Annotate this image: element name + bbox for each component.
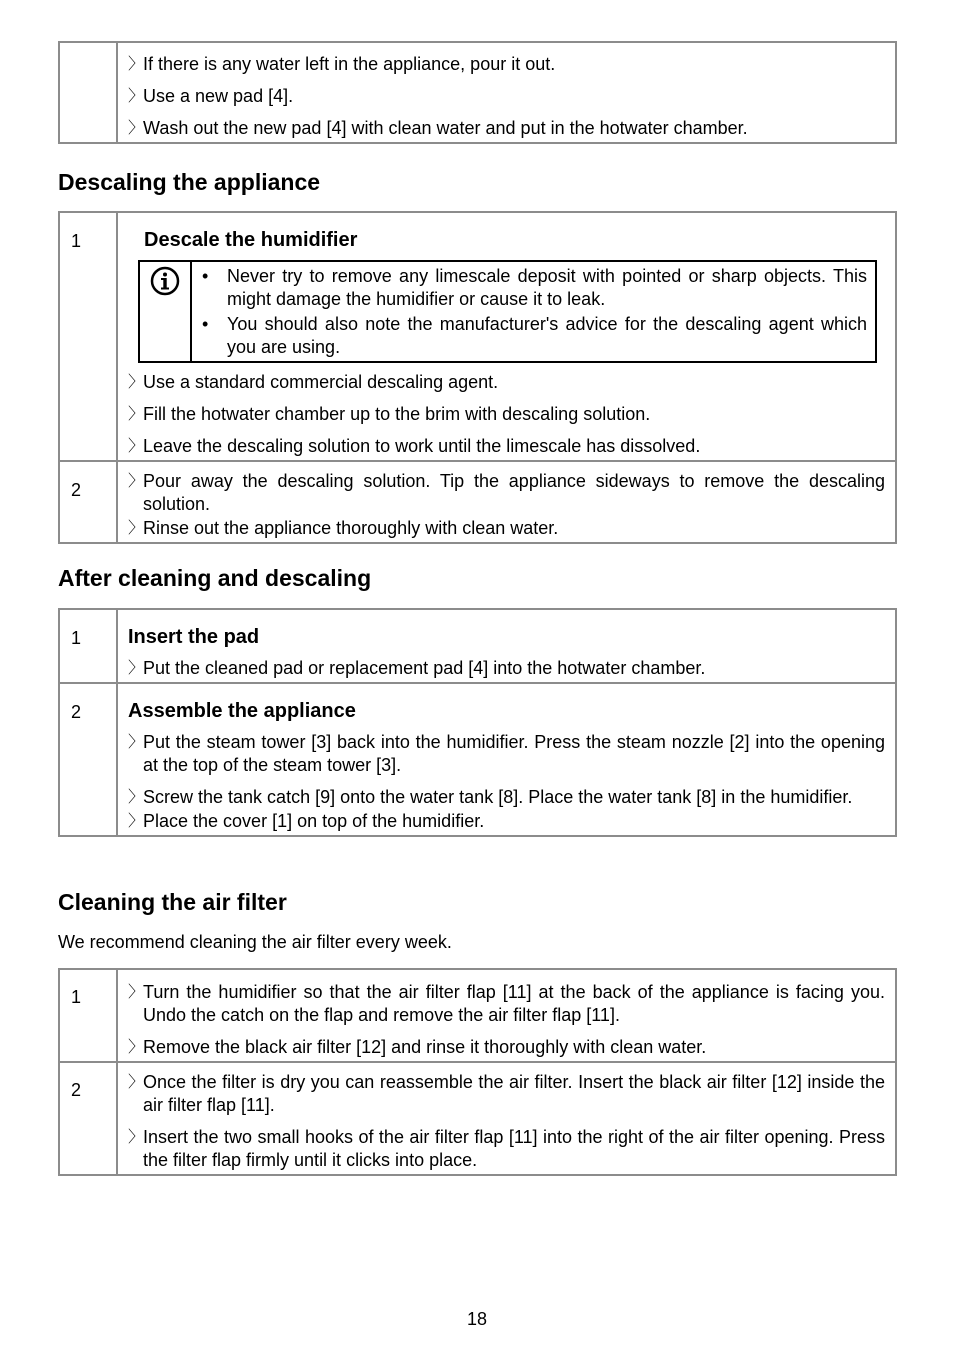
- table-row: [60, 213, 895, 460]
- page-number: 18: [466, 1309, 488, 1329]
- step-number: 1: [60, 213, 118, 460]
- table-row: [60, 682, 895, 835]
- instruction-step: 〉 Wash out the new pad [4] with clean water and put in the hotwater chamber.: [128, 118, 748, 138]
- instruction-step: 〉 Use a standard commercial descaling agent.: [128, 372, 499, 392]
- chevron-right-icon: 〉: [128, 789, 145, 806]
- intro-text: We recommend cleaning the air filter every week.: [58, 932, 452, 952]
- instruction-step: 〉 Leave the descaling solution to work until the limescale has dissolved.: [128, 436, 701, 456]
- chevron-right-icon: 〉: [128, 438, 145, 455]
- step-cell: [118, 610, 895, 682]
- instruction-step: 〉 Insert the two small hooks of the air filter flap [11] into the right of the air filter opening. Press the filter flap firmly until it clicks into place.: [128, 1127, 885, 1170]
- instruction-step: 〉 Put the cleaned pad or replacement pad [4] into the hotwater chamber.: [128, 658, 706, 678]
- step-cell: [118, 970, 895, 1061]
- table-row: [60, 460, 895, 542]
- chevron-right-icon: 〉: [128, 406, 145, 423]
- table-row: [60, 970, 895, 1061]
- step-title: Insert the pad: [128, 626, 260, 648]
- warning-bullet: • Never try to remove any limescale deposit with pointed or sharp objects. This might damage the humidifier or cause it to leak.: [202, 265, 867, 311]
- chevron-right-icon: 〉: [128, 120, 145, 137]
- section-heading-descaling: Descaling the appliance: [58, 169, 321, 195]
- after-cleaning-table: [58, 608, 897, 837]
- step-cell: [118, 213, 895, 460]
- instruction-step: 〉 Place the cover [1] on top of the humidifier.: [128, 811, 485, 831]
- step-number: 2: [60, 1063, 118, 1174]
- section-heading-air-filter: Cleaning the air filter: [58, 889, 287, 915]
- chevron-right-icon: 〉: [128, 56, 145, 73]
- instruction-step: 〉 Turn the humidifier so that the air filter flap [11] at the back of the appliance is facing you. Undo the catch on the flap and remove the air filter flap [11].: [128, 982, 885, 1025]
- continuation-table: [58, 41, 897, 144]
- chevron-right-icon: 〉: [128, 88, 145, 105]
- instruction-step: 〉 Pour away the descaling solution. Tip the appliance sideways to remove the descaling solution.: [128, 471, 885, 514]
- warning-text: [192, 262, 875, 361]
- section-heading-after-cleaning: After cleaning and descaling: [58, 565, 372, 591]
- step-number: 1: [60, 970, 118, 1061]
- chevron-right-icon: 〉: [128, 984, 145, 1001]
- chevron-right-icon: 〉: [128, 734, 145, 751]
- chevron-right-icon: 〉: [128, 813, 145, 830]
- instruction-step: 〉 Use a new pad [4].: [128, 86, 294, 106]
- instruction-step: 〉 Rinse out the appliance thoroughly with clean water.: [128, 518, 559, 538]
- info-icon: [140, 262, 192, 361]
- step-number: 2: [60, 462, 118, 542]
- chevron-right-icon: 〉: [128, 660, 145, 677]
- air-filter-table: [58, 968, 897, 1176]
- step-title: Assemble the appliance: [128, 700, 356, 722]
- table-row: [60, 610, 895, 682]
- table-row: [60, 43, 895, 142]
- instruction-step: 〉 Screw the tank catch [9] onto the water tank [8]. Place the water tank [8] in the humidifier.: [128, 787, 853, 807]
- step-cell: [118, 1063, 895, 1174]
- instruction-step: 〉 Remove the black air filter [12] and rinse it thoroughly with clean water.: [128, 1037, 707, 1057]
- step-number: 2: [60, 684, 118, 835]
- step-cell: [118, 462, 895, 542]
- instruction-step: 〉 Put the steam tower [3] back into the humidifier. Press the steam nozzle [2] into the opening at the top of the steam tower [3].: [128, 732, 885, 775]
- table-row: [60, 1061, 895, 1174]
- warning-bullet: • You should also note the manufacturer's advice for the descaling agent which you are using.: [202, 313, 867, 359]
- step-cell: [118, 684, 895, 835]
- step-title: Descale the humidifier: [144, 229, 358, 251]
- step-number: 1: [60, 610, 118, 682]
- chevron-right-icon: 〉: [128, 1129, 145, 1146]
- warning-box: [138, 260, 877, 363]
- instruction-step: 〉 If there is any water left in the appliance, pour it out.: [128, 54, 556, 74]
- instruction-step: 〉 Once the filter is dry you can reassemble the air filter. Insert the black air filter [12] inside the air filter flap [11].: [128, 1072, 885, 1115]
- chevron-right-icon: 〉: [128, 374, 145, 391]
- descaling-table: [58, 211, 897, 544]
- chevron-right-icon: 〉: [128, 520, 145, 537]
- chevron-right-icon: 〉: [128, 1074, 145, 1091]
- chevron-right-icon: 〉: [128, 473, 145, 490]
- instruction-step: 〉 Fill the hotwater chamber up to the brim with descaling solution.: [128, 404, 651, 424]
- chevron-right-icon: 〉: [128, 1039, 145, 1056]
- step-cell: [118, 43, 895, 142]
- step-number: [60, 43, 118, 142]
